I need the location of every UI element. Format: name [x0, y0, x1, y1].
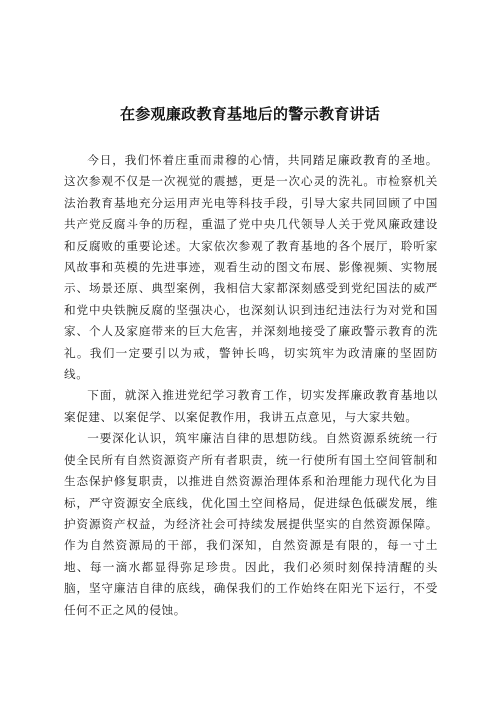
document-title: 在参观廉政教育基地后的警示教育讲话: [119, 105, 381, 123]
paragraph: 一要深化认识，筑牢廉洁自律的思想防线。自然资源系统统一行使全民所有自然资源资产所有者职责，统一行使所有国土空间管制和生态保护修复职责，以推进自然资源治理体系和治理能力现代化为目标，严守资源安全底线，优化国土空间格局，促进绿色低碳发展，维护资源资产权益，为经济社会可持续发展提供坚实的自然资源保障。作为自然资源局的干部，我们深知，自然资源是有限的，每一寸土地、每一滴水都显得弥足珍贵。因此，我们必须时刻保持清醒的头脑，坚守廉洁自律的底线，确保我们的工作始终在阳光下运行，不受任何不正之风的侵蚀。: [64, 431, 438, 617]
document-body: [64, 150, 438, 621]
paragraph: 今日，我们怀着庄重而肃穆的心情，共同踏足廉政教育的圣地。这次参观不仅是一次视觉的震撼，更是一次心灵的洗礼。市检察机关法治教育基地充分运用声光电等科技手段，引导大家共同回顾了中国共产党反腐斗争的历程，重温了党中央几代领导人关于党风廉政建设和反腐败的重要论述。大家依次参观了教育基地的各个展厅，聆听家风故事和英模的先进事迹，观看生动的图文布展、影像视频、实物展示、场景还原、典型案例，我相信大家都深刻感受到党纪国法的威严和党中央铁腕反腐的坚强决心，也深刻认识到违纪违法行为对党和国家、个人及家庭带来的巨大危害，并深刻地接受了廉政警示教育的洗礼。我们一定要引以为戒，警钟长鸣，切实筑牢为政清廉的坚固防线。: [64, 153, 438, 382]
paragraph: 下面，就深入推进党纪学习教育工作，切实发挥廉政教育基地以案促建、以案促学、以案促教作用，我讲五点意见，与大家共勉。: [64, 388, 438, 424]
